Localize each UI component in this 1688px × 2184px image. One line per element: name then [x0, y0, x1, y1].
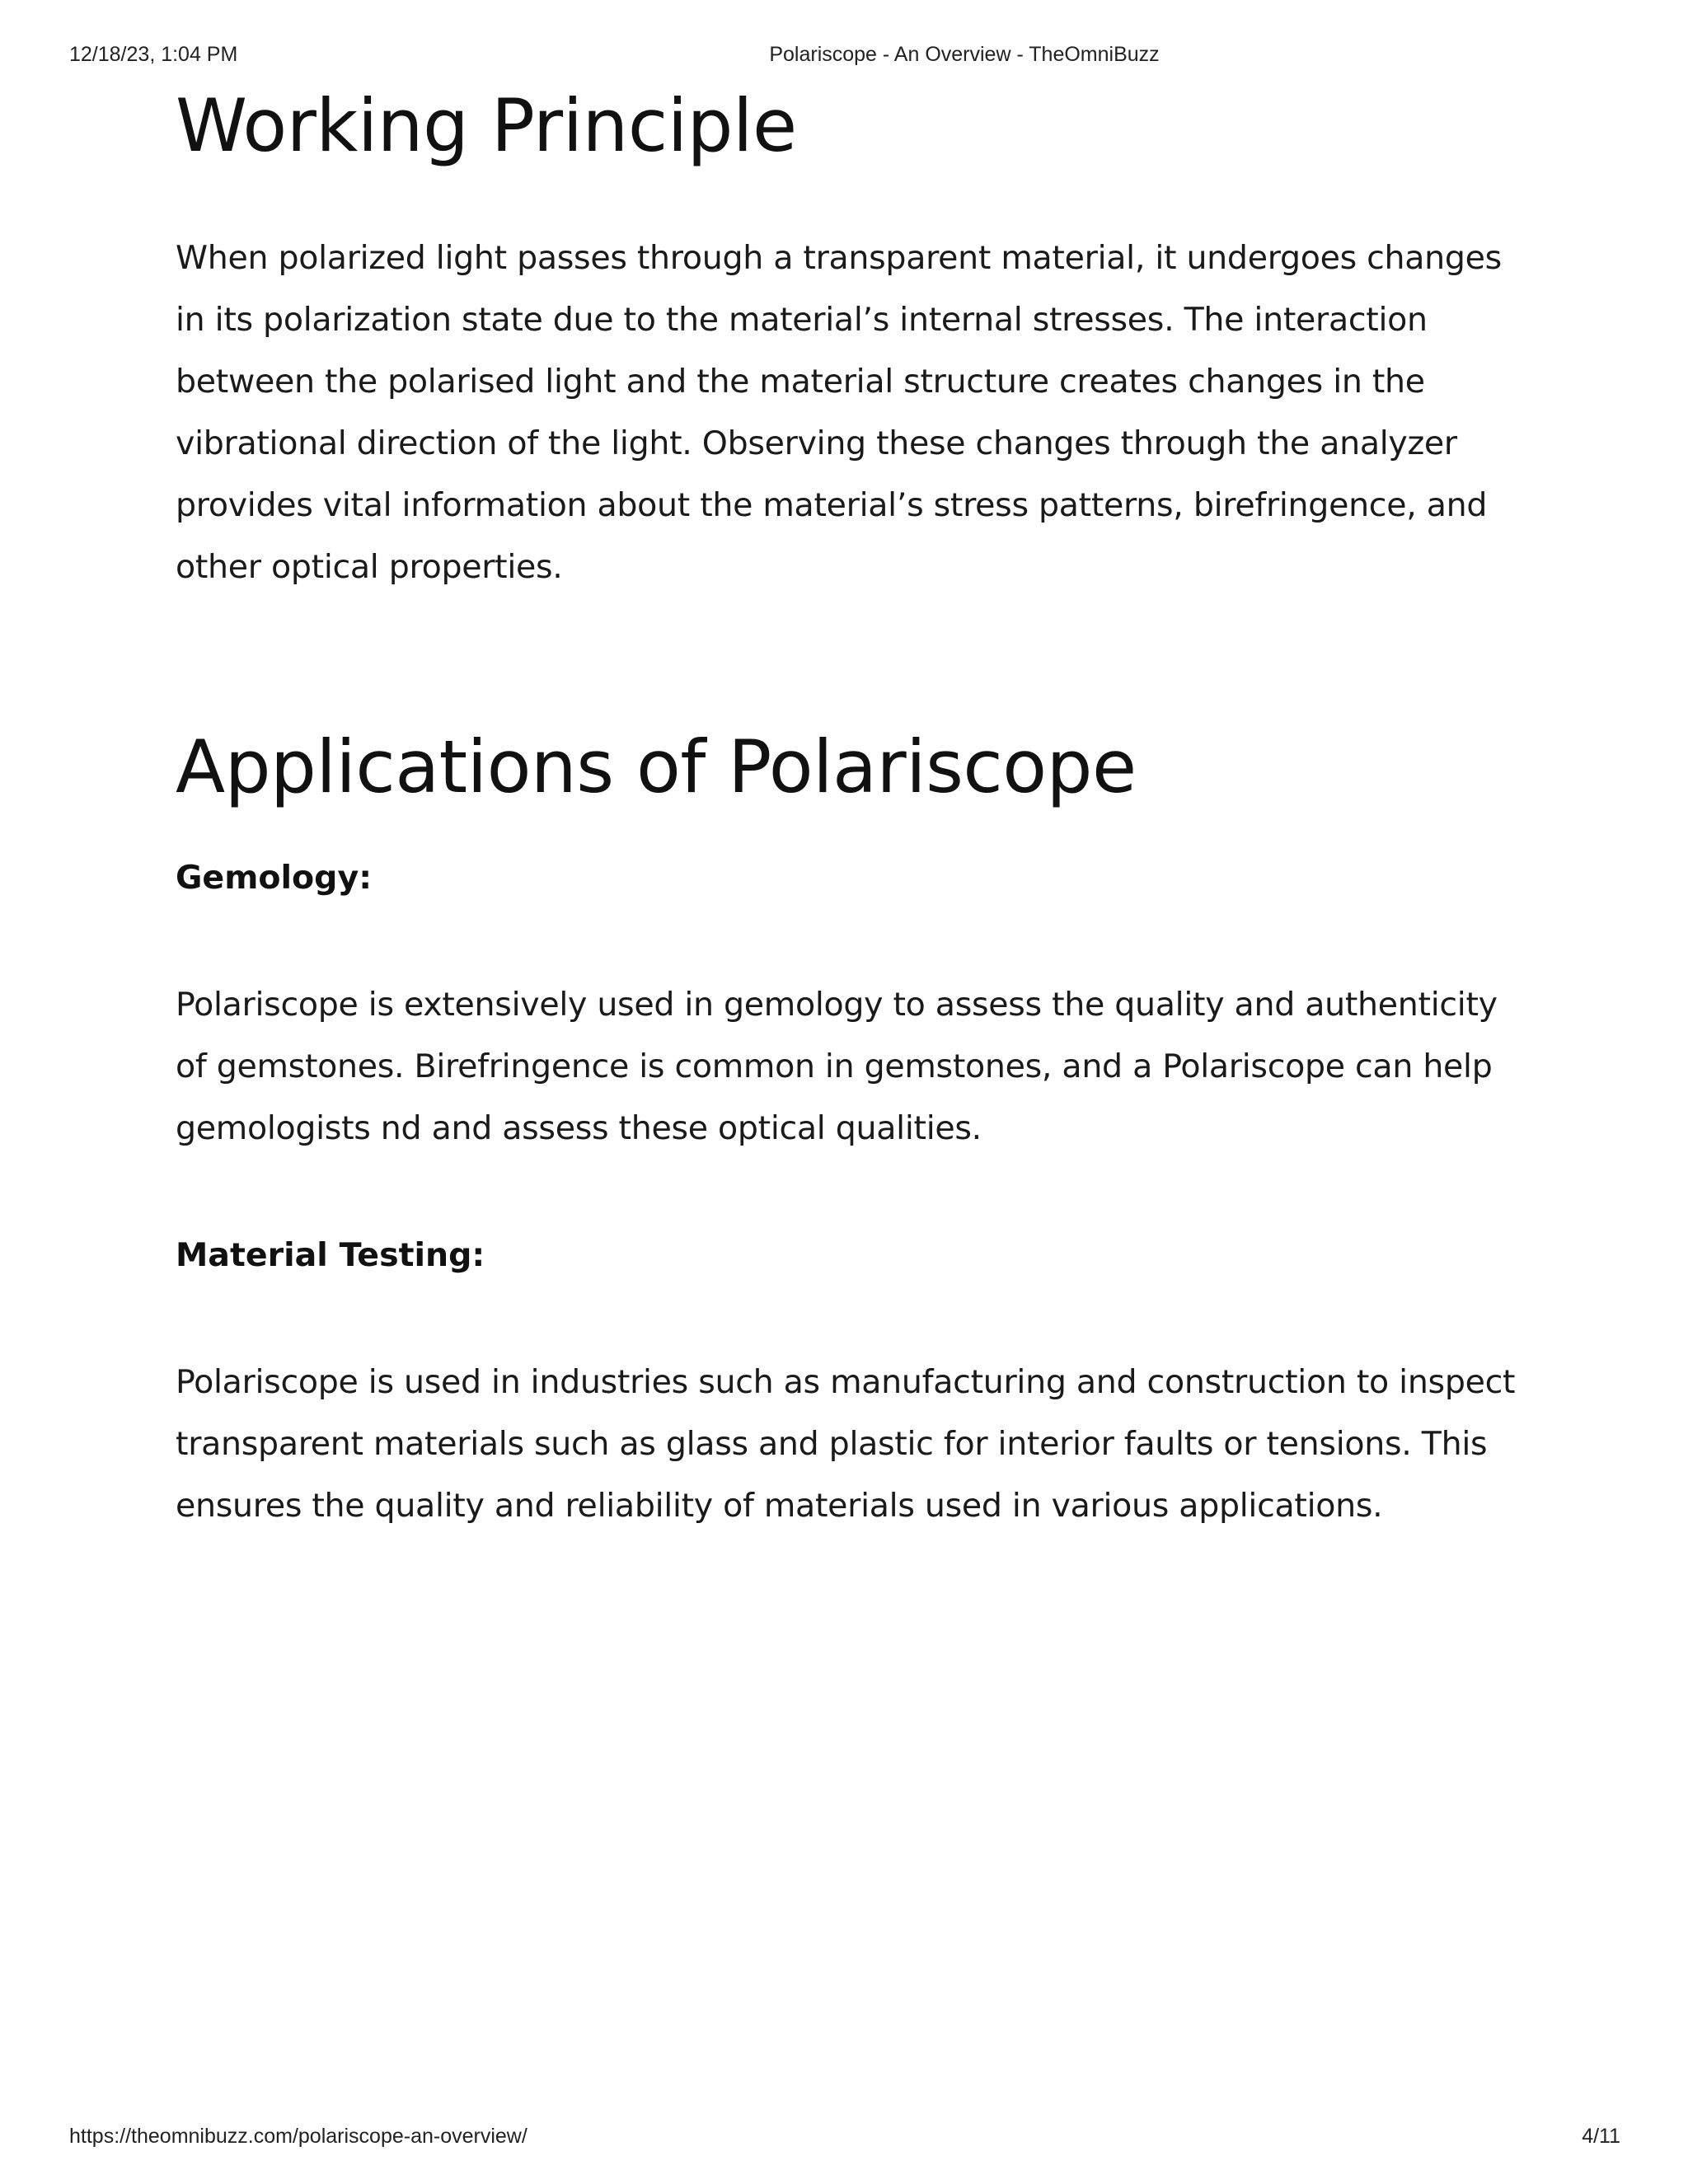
working-principle-paragraph: When polarized light passes through a transparent material, it undergoes changes in its polarization state due to the material’s internal stresses. The interaction between the polarised light and the material structure creates changes in the vibrational direction of the light. Observing these changes through the analyzer provides vital information about the material’s stress patterns, birefringence, and other optical properties. [176, 239, 1502, 586]
working-principle-heading: Working Principle [176, 83, 797, 168]
article-content [176, 81, 1527, 1537]
page-number: 4/11 [1582, 2125, 1620, 2148]
print-header [0, 43, 1688, 73]
material-testing-subheading: Material Testing: [176, 1236, 485, 1274]
gemology-subheading: Gemology: [176, 859, 373, 897]
applications-heading: Applications of Polariscope [176, 724, 1137, 809]
print-page-title: Polariscope - An Overview - TheOmniBuzz [769, 43, 1160, 66]
print-datetime: 12/18/23, 1:04 PM [69, 43, 238, 66]
material-testing-paragraph: Polariscope is used in industries such as manufacturing and construction to inspect transparent materials such as glass and plastic for interior faults or tensions. This ensures the quality and reliability of materials used in various applications. [176, 1363, 1516, 1525]
page-url: https://theomnibuzz.com/polariscope-an-overview/ [69, 2125, 528, 2148]
gemology-paragraph: Polariscope is extensively used in gemology to assess the quality and authenticity of gemstones. Birefringence is common in gemstones, and a Polariscope can help gemologists nd and assess these optical qualities. [176, 986, 1498, 1147]
print-footer [0, 2125, 1688, 2154]
